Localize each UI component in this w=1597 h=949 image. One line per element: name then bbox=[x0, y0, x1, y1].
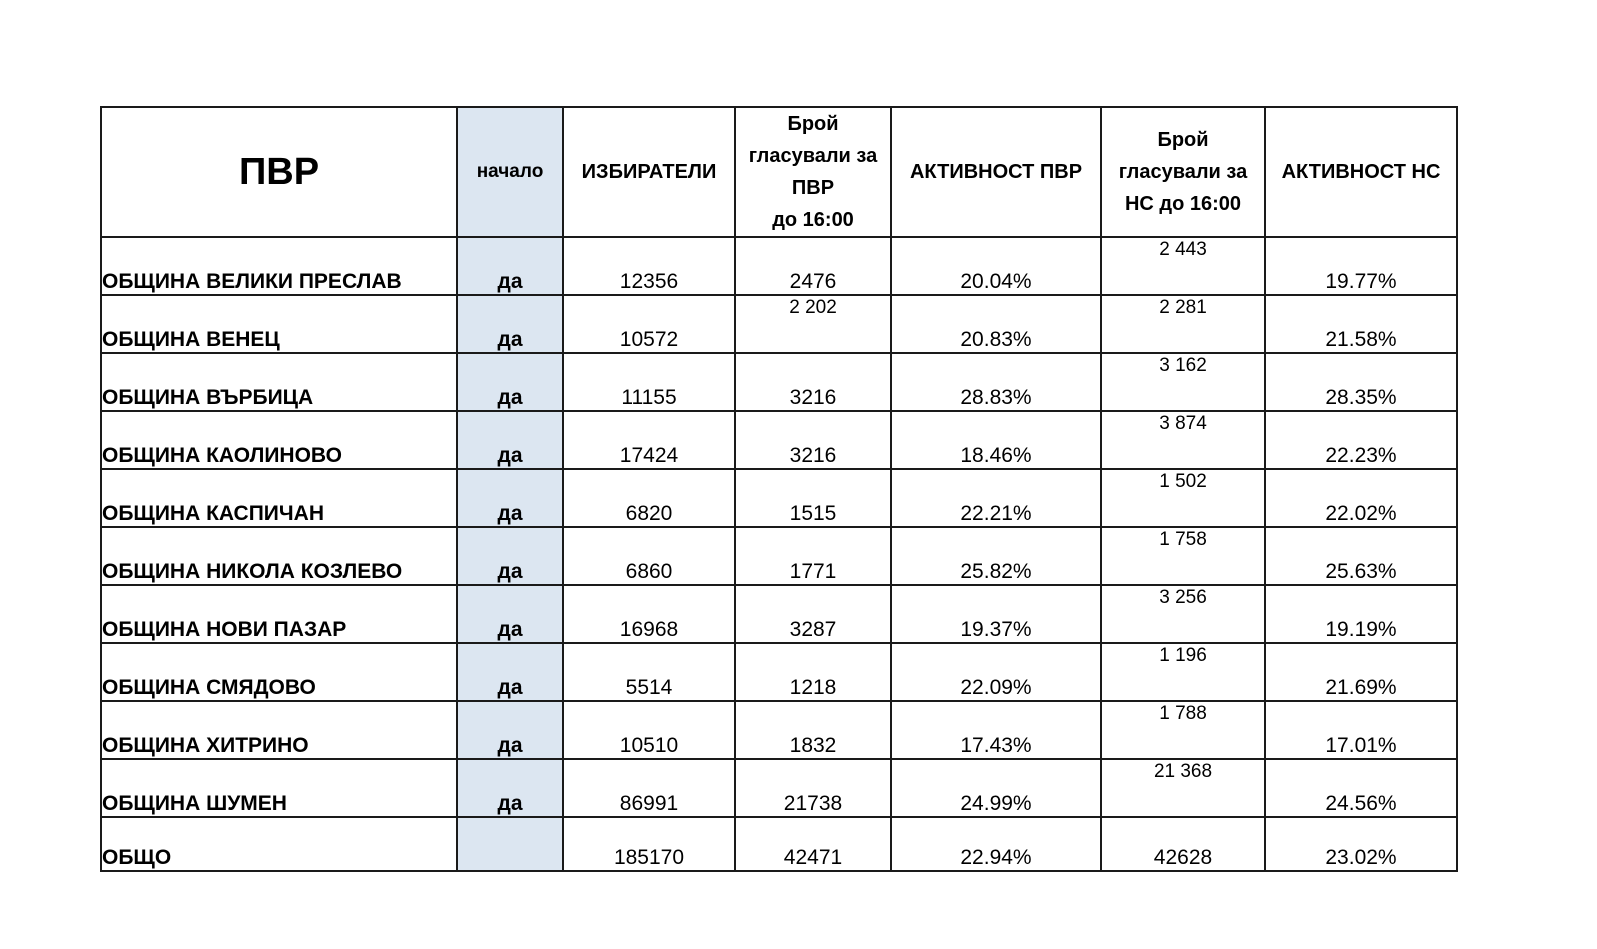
table-row bbox=[101, 643, 1457, 701]
voted-ns-cell: 1 196 bbox=[1101, 643, 1265, 701]
voted-ns-cell: 2 281 bbox=[1101, 295, 1265, 353]
header-pvr-label: ПВР bbox=[238, 151, 320, 193]
header-voted-pvr-line: гласували за bbox=[748, 145, 878, 167]
activity-ns-cell: 24.56% bbox=[1265, 759, 1457, 817]
total-activity-pvr: 22.94% bbox=[891, 817, 1101, 871]
start-flag: да bbox=[457, 237, 563, 295]
header-voted-ns-line: НС до 16:00 bbox=[1124, 193, 1242, 215]
municipality-name: ОБЩИНА ВЕЛИКИ ПРЕСЛАВ bbox=[101, 237, 457, 295]
header-voted-pvr-line: до 16:00 bbox=[772, 209, 854, 231]
table-row bbox=[101, 759, 1457, 817]
activity-pvr-cell: 24.99% bbox=[891, 759, 1101, 817]
voters-cell: 10572 bbox=[563, 295, 735, 353]
start-flag: да bbox=[457, 585, 563, 643]
activity-pvr-cell: 28.83% bbox=[891, 353, 1101, 411]
activity-ns-cell: 21.69% bbox=[1265, 643, 1457, 701]
header-start-label: начало bbox=[476, 161, 544, 182]
activity-pvr-cell: 22.09% bbox=[891, 643, 1101, 701]
municipality-name: ОБЩИНА СМЯДОВО bbox=[101, 643, 457, 701]
header-activity-pvr-label: АКТИВНОСТ ПВР bbox=[909, 161, 1083, 183]
voters-cell: 12356 bbox=[563, 237, 735, 295]
activity-ns-cell: 28.35% bbox=[1265, 353, 1457, 411]
voters-cell: 5514 bbox=[563, 643, 735, 701]
voted-pvr-cell: 1515 bbox=[735, 469, 891, 527]
voters-cell: 86991 bbox=[563, 759, 735, 817]
start-flag: да bbox=[457, 295, 563, 353]
activity-ns-cell: 21.58% bbox=[1265, 295, 1457, 353]
activity-pvr-cell: 22.21% bbox=[891, 469, 1101, 527]
header-voters-label: ИЗБИРАТЕЛИ bbox=[581, 161, 717, 183]
header-voted-pvr bbox=[735, 107, 891, 237]
table-row bbox=[101, 411, 1457, 469]
voters-cell: 6820 bbox=[563, 469, 735, 527]
voted-ns-cell: 3 874 bbox=[1101, 411, 1265, 469]
start-flag: да bbox=[457, 353, 563, 411]
activity-pvr-cell: 25.82% bbox=[891, 527, 1101, 585]
voted-ns-cell: 1 758 bbox=[1101, 527, 1265, 585]
activity-pvr-cell: 17.43% bbox=[891, 701, 1101, 759]
header-pvr bbox=[101, 107, 457, 237]
table-row bbox=[101, 353, 1457, 411]
total-start-flag bbox=[457, 817, 563, 871]
voted-pvr-cell: 2 202 bbox=[735, 295, 891, 353]
header-voted-pvr-line: ПВР bbox=[791, 177, 835, 199]
header-start bbox=[457, 107, 563, 237]
header-voted-ns-line: Брой bbox=[1157, 129, 1209, 151]
municipality-name: ОБЩИНА ВЪРБИЦА bbox=[101, 353, 457, 411]
voted-pvr-cell: 1771 bbox=[735, 527, 891, 585]
header-activity-pvr bbox=[891, 107, 1101, 237]
voters-cell: 6860 bbox=[563, 527, 735, 585]
voted-ns-cell: 3 256 bbox=[1101, 585, 1265, 643]
table-row bbox=[101, 469, 1457, 527]
activity-ns-cell: 17.01% bbox=[1265, 701, 1457, 759]
start-flag: да bbox=[457, 469, 563, 527]
total-label: ОБЩО bbox=[101, 817, 457, 871]
activity-ns-cell: 19.77% bbox=[1265, 237, 1457, 295]
header-activity-ns-label: АКТИВНОСТ НС bbox=[1281, 161, 1441, 183]
activity-pvr-cell: 20.04% bbox=[891, 237, 1101, 295]
total-voted-ns: 42628 bbox=[1101, 817, 1265, 871]
table-row bbox=[101, 295, 1457, 353]
table-row bbox=[101, 585, 1457, 643]
header-voted-pvr-line: Брой bbox=[787, 113, 839, 135]
total-voted-pvr: 42471 bbox=[735, 817, 891, 871]
voter-turnout-table bbox=[100, 106, 1458, 872]
voted-pvr-cell: 21738 bbox=[735, 759, 891, 817]
header-activity-ns bbox=[1265, 107, 1457, 237]
start-flag: да bbox=[457, 759, 563, 817]
voted-pvr-cell: 1832 bbox=[735, 701, 891, 759]
voted-ns-cell: 2 443 bbox=[1101, 237, 1265, 295]
total-row bbox=[101, 817, 1457, 871]
voted-pvr-cell: 2476 bbox=[735, 237, 891, 295]
header-voted-ns bbox=[1101, 107, 1265, 237]
start-flag: да bbox=[457, 527, 563, 585]
table-row bbox=[101, 701, 1457, 759]
voters-cell: 17424 bbox=[563, 411, 735, 469]
start-flag: да bbox=[457, 643, 563, 701]
header-voters bbox=[563, 107, 735, 237]
activity-ns-cell: 22.02% bbox=[1265, 469, 1457, 527]
voted-ns-cell: 3 162 bbox=[1101, 353, 1265, 411]
municipality-name: ОБЩИНА КАОЛИНОВО bbox=[101, 411, 457, 469]
voters-cell: 10510 bbox=[563, 701, 735, 759]
activity-pvr-cell: 18.46% bbox=[891, 411, 1101, 469]
table-row bbox=[101, 237, 1457, 295]
municipality-name: ОБЩИНА ХИТРИНО bbox=[101, 701, 457, 759]
voted-pvr-cell: 3216 bbox=[735, 411, 891, 469]
start-flag: да bbox=[457, 411, 563, 469]
voters-cell: 16968 bbox=[563, 585, 735, 643]
voted-pvr-cell: 1218 bbox=[735, 643, 891, 701]
voted-pvr-cell: 3216 bbox=[735, 353, 891, 411]
voters-cell: 11155 bbox=[563, 353, 735, 411]
activity-ns-cell: 22.23% bbox=[1265, 411, 1457, 469]
activity-ns-cell: 19.19% bbox=[1265, 585, 1457, 643]
municipality-name: ОБЩИНА ВЕНЕЦ bbox=[101, 295, 457, 353]
voted-ns-cell: 21 368 bbox=[1101, 759, 1265, 817]
activity-pvr-cell: 19.37% bbox=[891, 585, 1101, 643]
municipality-name: ОБЩИНА НИКОЛА КОЗЛЕВО bbox=[101, 527, 457, 585]
municipality-name: ОБЩИНА КАСПИЧАН bbox=[101, 469, 457, 527]
total-activity-ns: 23.02% bbox=[1265, 817, 1457, 871]
activity-pvr-cell: 20.83% bbox=[891, 295, 1101, 353]
voted-pvr-cell: 3287 bbox=[735, 585, 891, 643]
activity-ns-cell: 25.63% bbox=[1265, 527, 1457, 585]
start-flag: да bbox=[457, 701, 563, 759]
municipality-name: ОБЩИНА НОВИ ПАЗАР bbox=[101, 585, 457, 643]
voted-ns-cell: 1 502 bbox=[1101, 469, 1265, 527]
voted-ns-cell: 1 788 bbox=[1101, 701, 1265, 759]
header-row bbox=[101, 107, 1457, 237]
municipality-name: ОБЩИНА ШУМЕН bbox=[101, 759, 457, 817]
total-voters: 185170 bbox=[563, 817, 735, 871]
table-row bbox=[101, 527, 1457, 585]
header-voted-ns-line: гласували за bbox=[1118, 161, 1248, 183]
